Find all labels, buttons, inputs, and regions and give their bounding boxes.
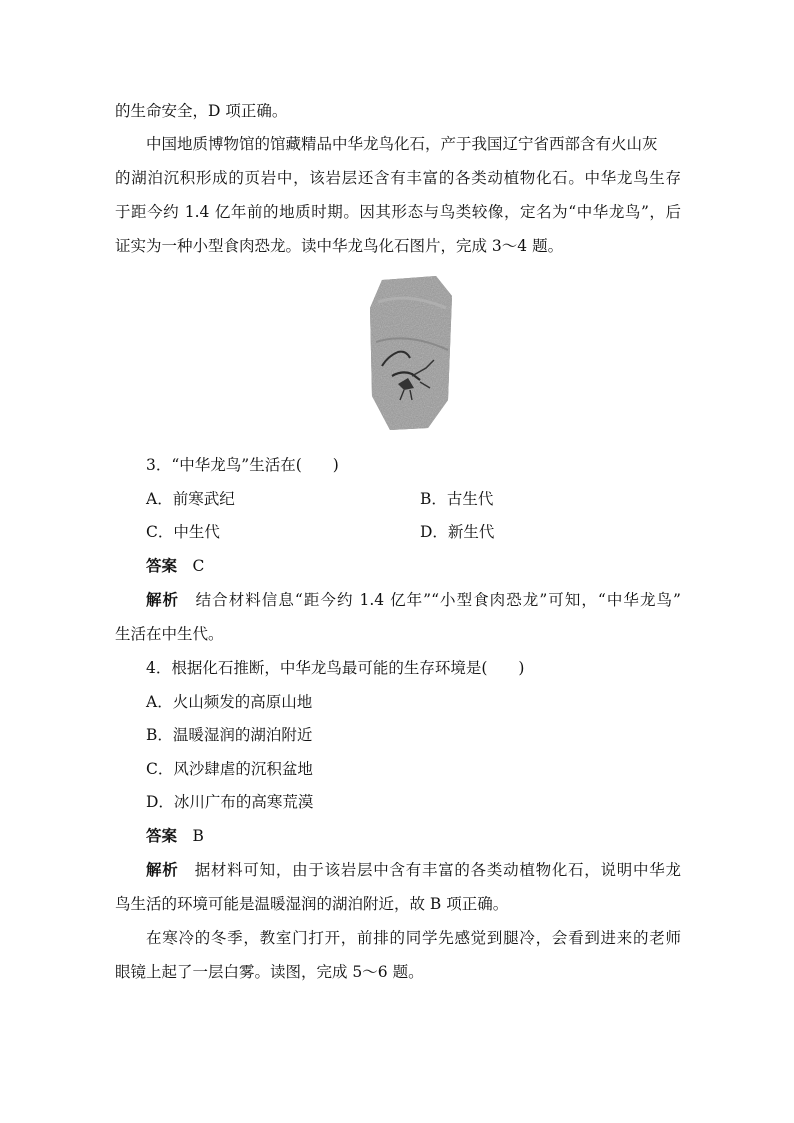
q3-analysis-label: 解析 (146, 590, 180, 609)
q3-option-a: A．前寒武纪 (146, 490, 235, 508)
q4-answer (146, 826, 204, 846)
q4-option-b: B．温暖湿润的湖泊附近 (146, 726, 313, 744)
q4-analysis-line-2: 鸟生活的环境可能是温暖湿润的湖泊附近，故 B 项正确。 (115, 895, 509, 913)
fossil-image (368, 272, 454, 432)
q3-answer-value: C (192, 557, 205, 575)
q3-option-d: D．新生代 (420, 523, 495, 541)
q3-analysis-text-1: 结合材料信息“距今约 1.4 亿年”“小型食肉恐龙”可知，“中华龙鸟” (195, 591, 681, 609)
q4-option-a: A．火山频发的高原山地 (146, 693, 313, 711)
q4-answer-label: 答案 (146, 826, 178, 845)
q4-option-d: D．冰川广布的高寒荒漠 (146, 793, 314, 811)
q4-analysis-label: 解析 (146, 860, 179, 879)
passage-line-2: 的湖泊沉积形成的页岩中，该岩层还含有丰富的各类动植物化石。中华龙鸟生存 (115, 169, 681, 187)
q3-answer (146, 556, 204, 576)
passage-line-3: 于距今约 1.4 亿年前的地质时期。因其形态与鸟类较像，定名为“中华龙鸟”，后 (115, 203, 681, 221)
q3-stem: 3．“中华龙鸟”生活在( ) (146, 456, 339, 474)
q3-option-b: B．古生代 (420, 490, 494, 508)
q3-answer-label: 答案 (146, 556, 178, 575)
intro-tail: 的生命安全，D 项正确。 (115, 102, 288, 120)
q4-analysis-text-1: 据材料可知，由于该岩层中含有丰富的各类动植物化石，说明中华龙 (194, 861, 681, 879)
q3-option-c: C．中生代 (146, 523, 220, 541)
q3-analysis-line-2: 生活在中生代。 (115, 625, 224, 643)
q4-answer-value: B (192, 827, 204, 845)
next-passage-line-2: 眼镜上起了一层白雾。读图，完成 5～6 题。 (115, 963, 424, 981)
passage-line-4: 证实为一种小型食肉恐龙。读中华龙鸟化石图片，完成 3～4 题。 (115, 237, 564, 255)
q4-analysis-line-1 (146, 860, 681, 880)
q4-option-c: C．风沙肆虐的沉积盆地 (146, 760, 313, 778)
q3-analysis-line-1 (146, 590, 681, 610)
next-passage-line-1: 在寒冷的冬季，教室门打开，前排的同学先感觉到腿冷，会看到进来的老师 (146, 929, 681, 947)
passage-line-1: 中国地质博物馆的馆藏精品中华龙鸟化石，产于我国辽宁省西部含有火山灰 (146, 135, 658, 153)
q4-stem: 4．根据化石推断，中华龙鸟最可能的生存环境是( ) (146, 659, 525, 677)
